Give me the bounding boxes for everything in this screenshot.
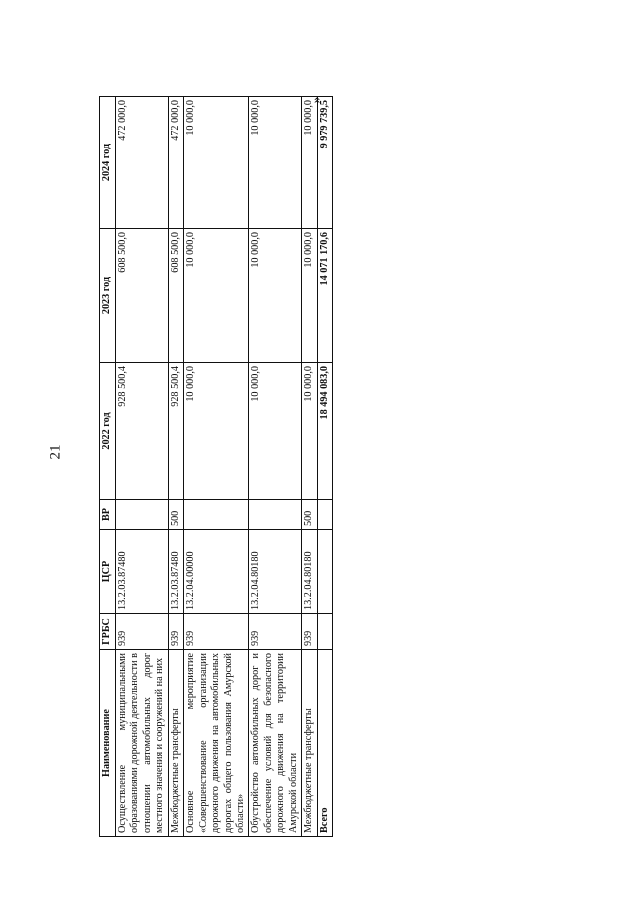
- table-row: [302, 97, 317, 837]
- total-vr: [317, 500, 332, 530]
- row-2022: 928 500,4: [168, 363, 183, 500]
- row-csr: 13.2.04.80180: [302, 530, 317, 614]
- row-name: Межбюджетные трансферты: [168, 650, 183, 837]
- row-2022: 10 000,0: [249, 363, 302, 500]
- row-name: Осуществление муниципальными образованиями дорожной деятельности в отношении автомобильных дорог местного значения и сооружений на них: [116, 650, 169, 837]
- row-2024: 10 000,0: [184, 97, 249, 229]
- page-number-text: 21: [47, 444, 64, 460]
- row-2022: 10 000,0: [302, 363, 317, 500]
- row-2023: 608 500,0: [116, 229, 169, 363]
- row-grbs: 939: [249, 614, 302, 650]
- row-csr: 13.2.03.87480: [168, 530, 183, 614]
- row-2024: 10 000,0: [249, 97, 302, 229]
- total-2023: 14 071 170,6: [317, 229, 332, 363]
- closing-quote-text: »: [308, 96, 323, 104]
- header-2024: 2024 год: [100, 97, 116, 229]
- table-row: [249, 97, 302, 837]
- row-vr: [116, 500, 169, 530]
- table-total-row: [317, 97, 332, 837]
- row-2023: 10 000,0: [249, 229, 302, 363]
- row-name: Обустройство автомобильных дорог и обеспечение условий для безопасного дорожного движения на территории Амурской области: [249, 650, 302, 837]
- total-2022: 18 494 083,0: [317, 363, 332, 500]
- row-2022: 10 000,0: [184, 363, 249, 500]
- row-2023: 10 000,0: [302, 229, 317, 363]
- row-csr: 13.2.04.80180: [249, 530, 302, 614]
- row-csr: 13.2.03.87480: [116, 530, 169, 614]
- row-vr: [249, 500, 302, 530]
- table-row: [168, 97, 183, 837]
- header-name: Наименование: [100, 650, 116, 837]
- rotated-table-inner: [99, 97, 330, 837]
- table-row: [116, 97, 169, 837]
- total-2024: 9 979 739,5: [317, 97, 332, 229]
- row-grbs: 939: [302, 614, 317, 650]
- header-csr: ЦСР: [100, 530, 116, 614]
- header-2022: 2022 год: [100, 363, 116, 500]
- row-2023: 608 500,0: [168, 229, 183, 363]
- row-2024: 472 000,0: [116, 97, 169, 229]
- row-vr: [184, 500, 249, 530]
- budget-table: [99, 96, 333, 837]
- row-vr: 500: [302, 500, 317, 530]
- row-grbs: 939: [168, 614, 183, 650]
- row-vr: 500: [168, 500, 183, 530]
- row-csr: 13.2.04.00000: [184, 530, 249, 614]
- header-vr: ВР: [100, 500, 116, 530]
- row-2024: 10 000,0: [302, 97, 317, 229]
- total-grbs: [317, 614, 332, 650]
- table-row: [184, 97, 249, 837]
- rotated-table-container: [99, 97, 640, 833]
- header-grbs: ГРБС: [100, 614, 116, 650]
- total-name: Всего: [317, 650, 332, 837]
- table-header-row: [100, 97, 116, 837]
- row-grbs: 939: [184, 614, 249, 650]
- row-name: Межбюджетные трансферты: [302, 650, 317, 837]
- row-2022: 928 500,4: [116, 363, 169, 500]
- total-csr: [317, 530, 332, 614]
- header-2023: 2023 год: [100, 229, 116, 363]
- row-grbs: 939: [116, 614, 169, 650]
- row-2023: 10 000,0: [184, 229, 249, 363]
- row-name: Основное мероприятие «Совершенствование организации дорожного движения на автомобильных дорогах общего пользования Амурской области»: [184, 650, 249, 837]
- row-2024: 472 000,0: [168, 97, 183, 229]
